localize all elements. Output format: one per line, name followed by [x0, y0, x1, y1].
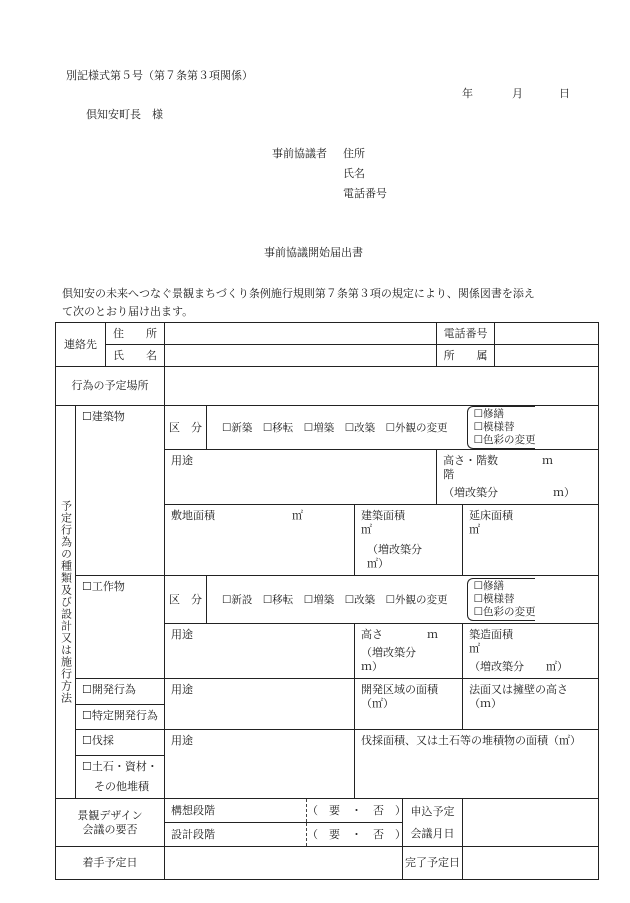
building-area-label: 建築面積 ㎡	[361, 509, 482, 536]
structure-color-change-option[interactable]: ☐色彩の変更	[473, 606, 536, 618]
special-development-checkbox[interactable]: ☐特定開発行為	[76, 705, 165, 730]
logging-area-field[interactable]	[355, 730, 599, 799]
affiliation-label: 所 属	[437, 345, 495, 367]
date-day-label: 日	[559, 87, 570, 100]
structure-use-field[interactable]	[165, 624, 355, 679]
name-label: 氏 名	[106, 345, 165, 367]
building-kubun-label: 区 分	[165, 406, 207, 450]
date-year-label: 年	[462, 87, 473, 100]
end-date-field[interactable]	[463, 847, 599, 880]
remodel-option[interactable]: ☐模様替	[473, 421, 515, 433]
contact-label: 連絡先	[56, 323, 106, 367]
applicant-role: 事前協議者	[272, 147, 327, 160]
height-floors-extension: （増改築分 ｍ）	[443, 486, 576, 499]
apply-meeting-label-1: 申込予定	[410, 804, 455, 818]
applicant-phone-label: 電話番号	[343, 187, 387, 200]
building-use-label: 用途	[171, 454, 193, 467]
action-type-column	[56, 406, 76, 799]
phone-label: 電話番号	[437, 323, 495, 345]
structure-kubun-label: 区 分	[165, 576, 207, 624]
intro-line-1: 倶知安の未来へつなぐ景観まちづくり条例施行規則第７条第３項の規定により、関係図書を添え	[62, 287, 535, 300]
concept-stage-need[interactable]: （ 要 ・ 否 ）	[307, 799, 403, 823]
floor-area-label: 延床面積 ㎡	[469, 509, 602, 536]
structure-checkbox[interactable]: ☐工作物	[76, 576, 165, 679]
date-month-label: 月	[512, 87, 523, 100]
structure-height-field[interactable]	[355, 624, 463, 679]
development-use-label: 用途	[171, 683, 193, 696]
development-area-label: 開発区域の面積（㎡）	[361, 683, 438, 710]
building-area-field[interactable]	[355, 505, 482, 576]
structure-use-label: 用途	[171, 628, 193, 641]
form-number: 別記様式第５号（第７条第３項関係）	[66, 69, 253, 82]
addressee: 倶知安町長 様	[86, 108, 163, 121]
structure-build-area-field[interactable]	[463, 624, 599, 679]
logging-checkbox[interactable]: ☐伐採	[76, 730, 165, 756]
structure-extra-options[interactable]	[463, 576, 599, 624]
building-area-extension: （増改築分 ㎡）	[367, 543, 455, 570]
end-date-label: 完了予定日	[403, 847, 463, 880]
soil-checkbox[interactable]	[76, 756, 165, 799]
build-area-label: 築造面積 ㎡	[469, 628, 591, 655]
structure-height-label: 高さ ｍ	[361, 628, 438, 641]
apply-meeting-label	[403, 799, 463, 847]
site-label: 行為の予定場所	[56, 367, 165, 406]
address-label: 住 所	[106, 323, 165, 345]
notification-form-table	[55, 322, 602, 880]
name-field[interactable]	[165, 345, 437, 367]
structure-remodel-option[interactable]: ☐模様替	[473, 593, 515, 605]
building-height-field[interactable]	[437, 450, 599, 505]
action-type-vertical-label: 予定行為の種類及び設計又は施行方法	[59, 500, 73, 704]
build-area-extension: （増改築分 ㎡）	[469, 660, 569, 673]
phone-field[interactable]	[495, 323, 599, 345]
design-stage-label: 設計段階	[165, 823, 307, 847]
site-area-field[interactable]	[165, 505, 355, 576]
design-meeting-label-2: 会議の要否	[82, 822, 138, 836]
affiliation-field[interactable]	[495, 345, 599, 367]
concept-stage-label: 構想段階	[165, 799, 307, 823]
design-stage-need[interactable]: （ 要 ・ 否 ）	[307, 823, 403, 847]
development-use-field[interactable]	[165, 679, 355, 730]
site-area-label: 敷地面積 ㎡	[171, 509, 303, 522]
logging-use-field[interactable]	[165, 730, 355, 799]
building-extra-options[interactable]	[463, 406, 599, 450]
logging-use-label: 用途	[171, 734, 193, 747]
soil-label-1: ☐土石・資材・	[82, 760, 158, 773]
applicant-name-label: 氏名	[343, 167, 365, 180]
color-change-option[interactable]: ☐色彩の変更	[473, 434, 536, 446]
address-field[interactable]	[165, 323, 437, 345]
document-title: 事前協議開始届出書	[264, 246, 363, 259]
soil-label-2: その他堆積	[94, 780, 149, 793]
building-options[interactable]: ☐新築 ☐移転 ☐増築 ☐改築 ☐外観の変更	[207, 406, 463, 450]
floor-area-field[interactable]	[463, 505, 602, 576]
repair-option[interactable]: ☐修繕	[473, 408, 504, 420]
logging-area-label: 伐採面積、又は土石等の堆積物の面積（㎡）	[361, 734, 581, 747]
development-area-field[interactable]	[355, 679, 463, 730]
design-meeting-label-1: 景観デザイン	[77, 808, 143, 822]
structure-options[interactable]: ☐新設 ☐移転 ☐増築 ☐改築 ☐外観の変更	[207, 576, 463, 624]
intro-line-2: て次のとおり届け出ます。	[62, 305, 194, 318]
apply-meeting-label-2: 会議月日	[410, 826, 455, 840]
structure-height-extension: （増改築分 ｍ）	[361, 646, 449, 673]
applicant-address-label: 住所	[343, 147, 365, 160]
height-floors-label: 高さ・階数 ｍ 階	[443, 454, 598, 481]
start-date-field[interactable]	[165, 847, 403, 880]
site-field[interactable]	[165, 367, 599, 406]
development-checkbox[interactable]: ☐開発行為	[76, 679, 165, 705]
design-meeting-label	[56, 799, 165, 847]
slope-height-label: 法面又は擁壁の高さ（ｍ）	[469, 683, 569, 710]
building-use-field[interactable]	[165, 450, 437, 505]
structure-repair-option[interactable]: ☐修繕	[473, 580, 504, 592]
slope-height-field[interactable]	[463, 679, 599, 730]
start-date-label: 着手予定日	[56, 847, 165, 880]
meeting-date-field[interactable]	[463, 799, 599, 847]
building-checkbox[interactable]: ☐建築物	[76, 406, 165, 576]
